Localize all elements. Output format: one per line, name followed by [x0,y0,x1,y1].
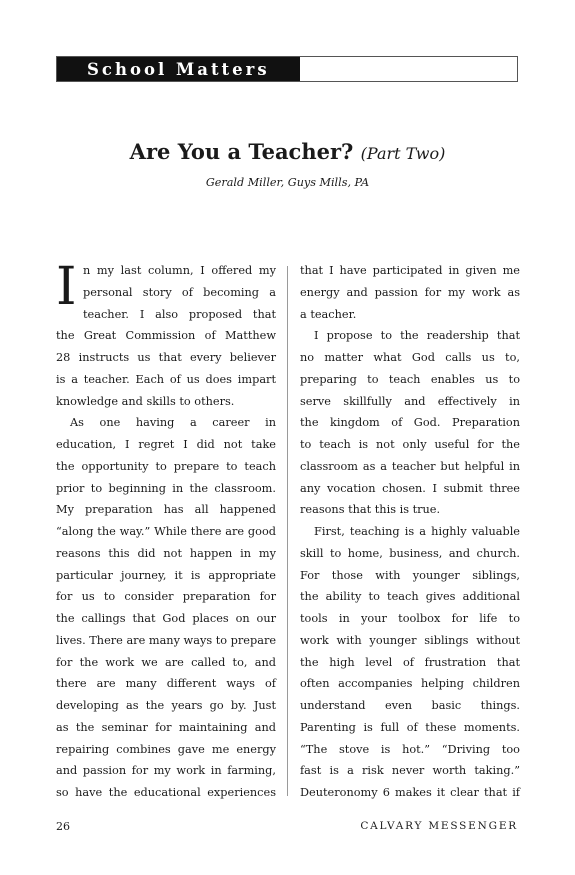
text-line: reasons that this is true. [300,503,441,517]
text-line: My preparation has all happened [56,503,276,517]
text-line: Parenting is full of these moments. [300,720,520,734]
text-line: Deuteronomy 6 makes it clear that if [300,786,520,799]
text-line: As one having a career in [70,416,276,430]
text-line: the high level of frustration that [300,655,520,669]
text-line: classroom as a teacher but helpful in [300,459,520,473]
text-line: the callings that God places on our [56,612,276,625]
text-line: particular journey, it is appropriate [56,568,276,582]
text-line: “along the way.” While there are good [56,525,276,538]
article-title-part: (Part Two) [360,144,446,163]
text-line: knowledge and skills to others. [56,394,235,408]
text-line: to teach is not only useful for the [300,438,520,451]
text-line: 28 instructs us that every believer [56,351,276,364]
article-byline: Gerald Miller, Guys Mills, PA [205,176,370,189]
text-line: developing as the years go by. Just [56,699,276,712]
left-column [56,257,277,800]
text-line: teacher. I also proposed that [83,307,276,321]
article-title-block [0,139,575,164]
text-line: tools in your toolbox for life to [300,612,520,625]
column-divider [287,266,288,796]
text-line: personal story of becoming a [83,285,276,299]
text-line: repairing combines gave me energy [56,742,276,756]
text-line: reasons this did not happen in my [56,546,276,560]
text-line: the opportunity to prepare to teach [56,459,276,473]
text-line: skill to home, business, and church. [300,546,520,560]
text-line: no matter what God calls us to, [300,351,520,364]
section-banner [56,56,518,82]
text-line: lives. There are many ways to prepare [56,633,277,647]
text-line: preparing to teach enables us to [300,372,520,386]
text-line: fast is a risk never worth taking.” [300,764,520,778]
text-line: energy and passion for my work as [300,285,520,299]
text-line: there are many different ways of [56,677,276,691]
text-line: and passion for my work in farming, [56,764,276,778]
text-line: education, I regret I did not take [56,438,276,451]
text-line: serve skillfully and effectively in [300,394,520,408]
text-line: the Great Commission of Matthew [56,329,276,343]
text-line: as the seminar for maintaining and [56,720,276,734]
text-line: “The stove is hot.” “Driving too [300,742,520,756]
text-line: understand even basic things. [300,699,520,712]
right-column [300,260,520,800]
publication-name: CALVARY MESSENGER [360,820,518,832]
text-line: for the work we are called to, and [56,655,276,669]
text-line: I propose to the readership that [314,329,520,343]
text-line: that I have participated in given me [300,264,520,277]
text-line: a teacher. [300,307,357,321]
text-line: for us to consider preparation for [56,590,276,604]
text-line: any vocation chosen. I submit three [300,481,520,495]
text-line: First, teaching is a highly valuable [314,525,520,538]
drop-cap: I [56,257,77,317]
text-line: so have the educational experiences [56,786,276,799]
article-title: Are You a Teacher? [129,139,354,164]
text-line: n my last column, I offered my [83,264,276,277]
text-line: For those with younger siblings, [300,568,520,582]
text-line: is a teacher. Each of us does impart [56,372,276,386]
text-line: work with younger siblings without [300,633,520,647]
text-line: prior to beginning in the classroom. [56,481,276,495]
page-number: 26 [56,820,70,833]
text-line: the kingdom of God. Preparation [300,416,520,430]
text-line: the ability to teach gives additional [300,590,520,604]
section-label: School Matters [57,57,300,81]
text-line: often accompanies helping children [300,677,520,691]
